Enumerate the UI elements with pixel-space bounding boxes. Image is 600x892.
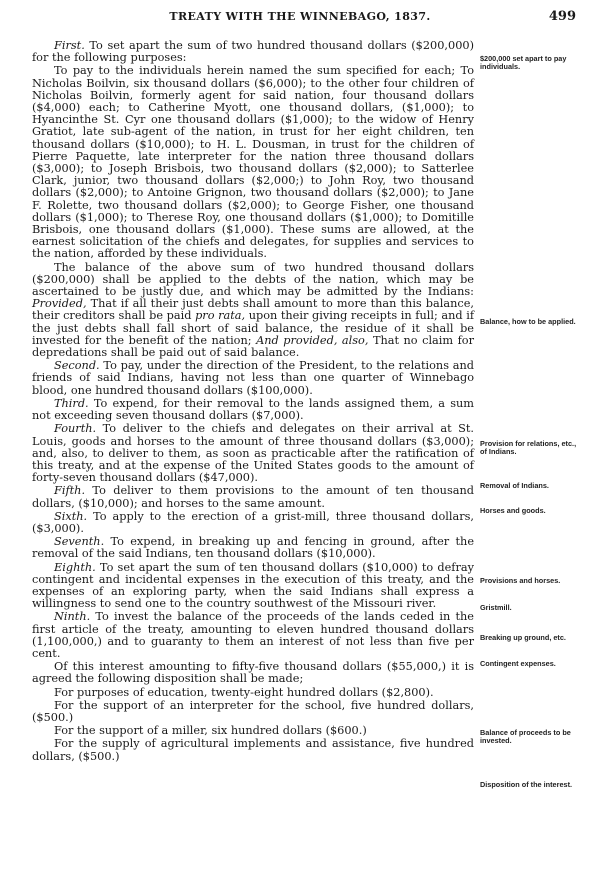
paragraph-education: For purposes of education, twenty-eight hundred dollars ($2,800). xyxy=(54,685,434,699)
paragraph-ninth: Ninth. To invest the balance of the proceeds of the lands ceded in the first article of the treaty, amounting to eleven hundred thousand dollars (1,100,000,) and to guaranty to them an interest of not less than five per cent. xyxy=(32,610,474,660)
paragraph-balance: The balance of the above sum of two hundred thousand dollars ($200,000) shall be applied to the debts of the nation, which may be ascertained to be justly due, and which may be admitted by the Indians: Provided, That if all their just debts shall amount to more than this balance, their creditors shall be paid pro rata, upon their giving receipts in full; and if the just debts shall fall short of said balance, the residue of it shall be invested for the benefit of the nation; And provided, also, That no claim for depredations shall be paid out of said balance. xyxy=(32,260,474,360)
paragraph-first xyxy=(32,40,474,64)
running-header xyxy=(0,10,600,30)
pro-rata-term: pro rata, xyxy=(195,309,246,323)
paragraph-seventh: Seventh. To expend, in breaking up and fencing in ground, after the removal of the said Indians, ten thousand dollars ($10,000). xyxy=(32,535,474,561)
and-provided-clause: And provided, also, xyxy=(256,333,369,347)
margin-note: Horses and goods. xyxy=(480,506,546,515)
paragraph-interpreter: For the support of an interpreter for the school, five hundred dollars, ($500.) xyxy=(32,698,474,724)
page-number: 499 xyxy=(548,9,576,24)
margin-note: Removal of Indians. xyxy=(480,481,549,490)
article-label: Third. xyxy=(54,396,89,410)
margin-note: Balance of proceeds to be invested. xyxy=(480,728,571,746)
paragraph-second: Second. To pay, under the direction of the President, to the relations and friends of said Indians, having not less than one quarter of Winnebago blood, one hundred thousand dollars ($100,000). xyxy=(32,359,474,397)
article-label: Fifth. xyxy=(54,484,86,498)
paragraph-miller: For the support of a miller, six hundred dollars ($600.) xyxy=(54,724,367,738)
article-label: Sixth. xyxy=(54,509,88,523)
margin-note: Provision for relations, etc., of Indians. xyxy=(480,439,577,457)
margin-note: Gristmill. xyxy=(480,603,512,612)
paragraph-interest-disposition: Of this interest amounting to fifty-five thousand dollars ($55,000,) it is agreed the following disposition shall be made; xyxy=(32,660,474,686)
margin-note: $200,000 set apart to pay individuals. xyxy=(480,54,567,72)
article-label: First. xyxy=(54,39,85,52)
article-label: Seventh. xyxy=(54,535,105,549)
paragraph-fourth: Fourth. To deliver to the chiefs and delegates on their arrival at St. Louis, goods and horses to the amount of three thousand dollars ($3,000); and, also, to deliver to them, as soon as practicable after the ratification of this treaty, and at the expense of the United States goods to the amount of forty-seven thousand dollars ($47,000). xyxy=(32,422,474,485)
margin-note: Balance, how to be applied. xyxy=(480,317,576,326)
article-label: Eighth. xyxy=(54,560,96,574)
page-title: TREATY WITH THE WINNEBAGO, 1837. xyxy=(169,10,431,23)
paragraph-individual-payments: To pay to the individuals herein named the sum specified for each; To Nicholas Boilvin, six thousand dollars ($6,000); to the other four children of Nicholas Boilvin, formerly agent for said nation, four thousand dollars ($4,000) each; to Catherine Myott, one thousand dollars, ($1,000); to Hyancinthe St. Cyr one thousand dollars ($1,000); to the widow of Henry Gratiot, late sub-agent of the nation, in trust for her eight children, ten thousand dollars ($10,000); to H. L. Dousman, in trust for the children of Pierre Paquette, late interpreter for the nation three thousand dollars ($3,000); to Joseph Brisbois, two thousand dollars ($2,000); to Satterlee Clark, junior, two thousand dollars ($2,000;) to John Roy, two thousand dollars ($2,000); to Antoine Grignon, two thousand dollars ($2,000); to Jane F. Rolette, two thousand dollars ($2,000); to George Fisher, one thousand dollars ($1,000); to Therese Roy, one thousand dollars ($1,000); to Domitille Brisbois, one thousand dollars ($1,000). These sums are allowed, at the earnest solicitation of the chiefs and delegates, for supplies and services to the nation, afforded by these individuals. xyxy=(32,64,474,261)
margin-note: Provisions and horses. xyxy=(480,576,561,585)
paragraph-sixth: Sixth. To apply to the erection of a grist-mill, three thousand dollars, ($3,000). xyxy=(32,509,474,535)
paragraph-agricultural: For the supply of agricultural implements and assistance, five hundred dollars, ($500.) xyxy=(32,737,474,763)
paragraph-third: Third. To expend, for their removal to the lands assigned them, a sum not exceeding seven thousand dollars ($7,000). xyxy=(32,396,474,423)
paragraph-text: To set apart the sum of two hundred thousand dollars ($200,000) for the following purposes: xyxy=(32,39,474,65)
margin-note: Contingent expenses. xyxy=(480,659,556,668)
treaty-body-text xyxy=(32,40,474,763)
margin-note: Disposition of the interest. xyxy=(480,780,573,789)
article-label: Fourth. xyxy=(54,422,97,436)
provided-clause: Provided, xyxy=(32,297,87,311)
article-label: Second. xyxy=(54,359,100,373)
paragraph-eighth: Eighth. To set apart the sum of ten thousand dollars ($10,000) to defray contingent and incidental expenses in the execution of this treaty, and the expenses of an exploring party, when the said Indians shall express a willingness to send one to the country southwest of the Missouri river. xyxy=(32,560,474,611)
margin-note: Breaking up ground, etc. xyxy=(480,633,566,642)
article-label: Ninth. xyxy=(54,610,91,624)
paragraph-fifth: Fifth. To deliver to them provisions to the amount of ten thousand dollars, ($10,000); and horses to the same amount. xyxy=(32,484,474,510)
